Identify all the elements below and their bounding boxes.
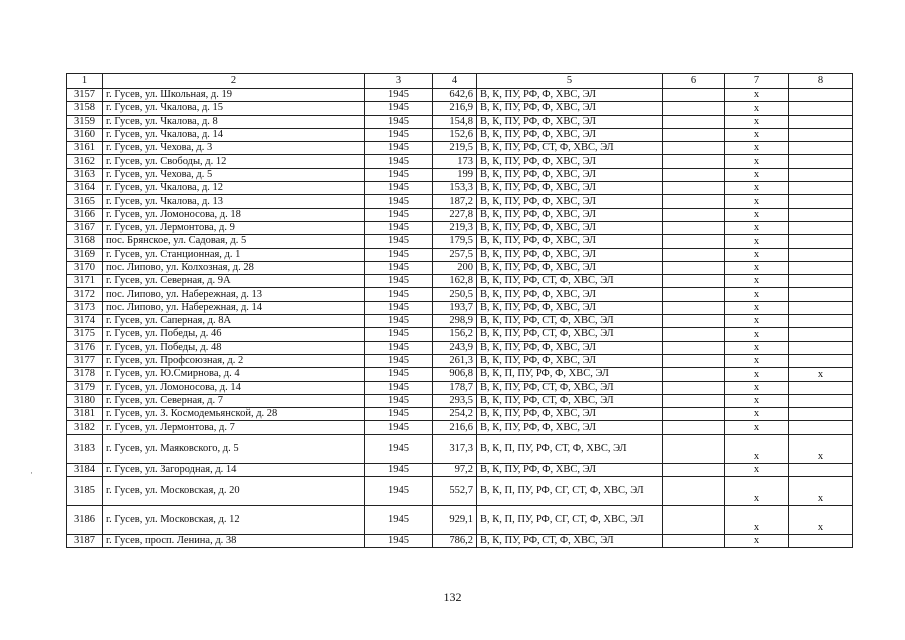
cell-col-6-mark bbox=[663, 477, 725, 506]
cell-row-number: 3182 bbox=[67, 421, 103, 434]
cell-col-7-mark: х bbox=[725, 248, 789, 261]
cell-address: г. Гусев, ул. Ломоносова, д. 14 bbox=[103, 381, 365, 394]
cell-col-7-mark: х bbox=[725, 408, 789, 421]
table-row bbox=[67, 463, 853, 476]
cell-col-8-mark: х bbox=[789, 506, 853, 535]
cell-works-list: В, К, ПУ, РФ, Ф, ХВС, ЭЛ bbox=[477, 341, 663, 354]
cell-col-7-mark: х bbox=[725, 102, 789, 115]
cell-address: г. Гусев, ул. Школьная, д. 19 bbox=[103, 89, 365, 102]
cell-address: г. Гусев, ул. Ломоносова, д. 18 bbox=[103, 208, 365, 221]
cell-col-6-mark bbox=[663, 89, 725, 102]
cell-address: г. Гусев, ул. Чехова, д. 5 bbox=[103, 168, 365, 181]
cell-row-number: 3164 bbox=[67, 182, 103, 195]
cell-area: 193,7 bbox=[433, 301, 477, 314]
cell-col-8-mark bbox=[789, 142, 853, 155]
table-row bbox=[67, 128, 853, 141]
cell-col-7-mark: х bbox=[725, 315, 789, 328]
cell-col-6-mark bbox=[663, 421, 725, 434]
cell-area: 254,2 bbox=[433, 408, 477, 421]
cell-col-6-mark bbox=[663, 182, 725, 195]
cell-col-7-mark: х bbox=[725, 288, 789, 301]
cell-works-list: В, К, ПУ, РФ, СТ, Ф, ХВС, ЭЛ bbox=[477, 381, 663, 394]
cell-row-number: 3180 bbox=[67, 394, 103, 407]
cell-area: 298,9 bbox=[433, 315, 477, 328]
cell-year: 1945 bbox=[365, 341, 433, 354]
cell-address: г. Гусев, ул. Маяковского, д. 5 bbox=[103, 434, 365, 463]
table-row bbox=[67, 221, 853, 234]
cell-area: 786,2 bbox=[433, 535, 477, 548]
cell-col-8-mark: х bbox=[789, 477, 853, 506]
cell-col-6-mark bbox=[663, 394, 725, 407]
cell-col-6-mark bbox=[663, 328, 725, 341]
table-row bbox=[67, 235, 853, 248]
cell-col-6-mark bbox=[663, 248, 725, 261]
cell-year: 1945 bbox=[365, 288, 433, 301]
cell-area: 219,3 bbox=[433, 221, 477, 234]
cell-address: г. Гусев, ул. Лермонтова, д. 7 bbox=[103, 421, 365, 434]
cell-col-7-mark: х bbox=[725, 128, 789, 141]
margin-mark: · bbox=[30, 468, 33, 478]
header-col-2: 2 bbox=[103, 74, 365, 89]
cell-col-6-mark bbox=[663, 408, 725, 421]
cell-row-number: 3175 bbox=[67, 328, 103, 341]
cell-col-8-mark bbox=[789, 408, 853, 421]
table-row bbox=[67, 248, 853, 261]
table-row bbox=[67, 506, 853, 535]
cell-col-8-mark bbox=[789, 182, 853, 195]
cell-works-list: В, К, ПУ, РФ, Ф, ХВС, ЭЛ bbox=[477, 182, 663, 195]
cell-col-6-mark bbox=[663, 341, 725, 354]
cell-col-7-mark: х bbox=[725, 354, 789, 367]
table-row bbox=[67, 275, 853, 288]
cell-address: г. Гусев, ул. Победы, д. 46 bbox=[103, 328, 365, 341]
cell-row-number: 3186 bbox=[67, 506, 103, 535]
cell-area: 293,5 bbox=[433, 394, 477, 407]
cell-row-number: 3165 bbox=[67, 195, 103, 208]
cell-col-7-mark: х bbox=[725, 463, 789, 476]
cell-col-6-mark bbox=[663, 102, 725, 115]
cell-col-6-mark bbox=[663, 506, 725, 535]
cell-area: 216,9 bbox=[433, 102, 477, 115]
cell-row-number: 3178 bbox=[67, 368, 103, 381]
cell-year: 1945 bbox=[365, 421, 433, 434]
cell-area: 243,9 bbox=[433, 341, 477, 354]
cell-address: г. Гусев, ул. Московская, д. 20 bbox=[103, 477, 365, 506]
cell-address: г. Гусев, ул. Ю.Смирнова, д. 4 bbox=[103, 368, 365, 381]
cell-col-8-mark bbox=[789, 208, 853, 221]
cell-col-8-mark bbox=[789, 89, 853, 102]
cell-col-7-mark: х bbox=[725, 89, 789, 102]
cell-works-list: В, К, ПУ, РФ, Ф, ХВС, ЭЛ bbox=[477, 102, 663, 115]
cell-year: 1945 bbox=[365, 89, 433, 102]
cell-address: пос. Брянское, ул. Садовая, д. 5 bbox=[103, 235, 365, 248]
cell-works-list: В, К, П, ПУ, РФ, СГ, СТ, Ф, ХВС, ЭЛ bbox=[477, 506, 663, 535]
cell-col-8-mark bbox=[789, 328, 853, 341]
cell-col-7-mark: х bbox=[725, 394, 789, 407]
cell-works-list: В, К, ПУ, РФ, Ф, ХВС, ЭЛ bbox=[477, 248, 663, 261]
cell-col-7-mark: х bbox=[725, 434, 789, 463]
cell-address: г. Гусев, ул. Станционная, д. 1 bbox=[103, 248, 365, 261]
table-row bbox=[67, 261, 853, 274]
cell-col-8-mark bbox=[789, 115, 853, 128]
cell-works-list: В, К, ПУ, РФ, Ф, ХВС, ЭЛ bbox=[477, 408, 663, 421]
cell-col-6-mark bbox=[663, 208, 725, 221]
cell-year: 1945 bbox=[365, 275, 433, 288]
cell-col-6-mark bbox=[663, 301, 725, 314]
table-row bbox=[67, 477, 853, 506]
table-row bbox=[67, 182, 853, 195]
cell-col-8-mark bbox=[789, 168, 853, 181]
cell-col-8-mark bbox=[789, 463, 853, 476]
cell-col-6-mark bbox=[663, 235, 725, 248]
cell-works-list: В, К, ПУ, РФ, Ф, ХВС, ЭЛ bbox=[477, 261, 663, 274]
cell-address: г. Гусев, ул. Чкалова, д. 8 bbox=[103, 115, 365, 128]
table-row bbox=[67, 89, 853, 102]
cell-works-list: В, К, ПУ, РФ, СТ, Ф, ХВС, ЭЛ bbox=[477, 394, 663, 407]
cell-year: 1945 bbox=[365, 354, 433, 367]
table-row bbox=[67, 208, 853, 221]
cell-address: г. Гусев, ул. Чехова, д. 3 bbox=[103, 142, 365, 155]
cell-row-number: 3159 bbox=[67, 115, 103, 128]
cell-works-list: В, К, ПУ, РФ, Ф, ХВС, ЭЛ bbox=[477, 128, 663, 141]
cell-works-list: В, К, ПУ, РФ, Ф, ХВС, ЭЛ bbox=[477, 89, 663, 102]
cell-col-8-mark bbox=[789, 421, 853, 434]
cell-col-6-mark bbox=[663, 368, 725, 381]
cell-address: г. Гусев, ул. Чкалова, д. 14 bbox=[103, 128, 365, 141]
table-row bbox=[67, 328, 853, 341]
header-col-7: 7 bbox=[725, 74, 789, 89]
cell-col-6-mark bbox=[663, 221, 725, 234]
cell-works-list: В, К, ПУ, РФ, Ф, ХВС, ЭЛ bbox=[477, 421, 663, 434]
cell-address: г. Гусев, ул. Свободы, д. 12 bbox=[103, 155, 365, 168]
cell-area: 156,2 bbox=[433, 328, 477, 341]
cell-row-number: 3170 bbox=[67, 261, 103, 274]
table-row bbox=[67, 434, 853, 463]
header-col-6: 6 bbox=[663, 74, 725, 89]
cell-area: 179,5 bbox=[433, 235, 477, 248]
cell-year: 1945 bbox=[365, 221, 433, 234]
cell-col-7-mark: х bbox=[725, 275, 789, 288]
table-row bbox=[67, 381, 853, 394]
cell-works-list: В, К, ПУ, РФ, Ф, ХВС, ЭЛ bbox=[477, 235, 663, 248]
cell-row-number: 3157 bbox=[67, 89, 103, 102]
cell-row-number: 3169 bbox=[67, 248, 103, 261]
header-col-1: 1 bbox=[67, 74, 103, 89]
housing-register-table bbox=[66, 73, 853, 548]
cell-row-number: 3163 bbox=[67, 168, 103, 181]
cell-row-number: 3179 bbox=[67, 381, 103, 394]
cell-area: 173 bbox=[433, 155, 477, 168]
cell-col-7-mark: х bbox=[725, 182, 789, 195]
cell-col-7-mark: х bbox=[725, 301, 789, 314]
cell-col-6-mark bbox=[663, 168, 725, 181]
header-col-8: 8 bbox=[789, 74, 853, 89]
cell-area: 250,5 bbox=[433, 288, 477, 301]
cell-works-list: В, К, ПУ, РФ, Ф, ХВС, ЭЛ bbox=[477, 301, 663, 314]
cell-year: 1945 bbox=[365, 195, 433, 208]
cell-area: 317,3 bbox=[433, 434, 477, 463]
cell-col-6-mark bbox=[663, 195, 725, 208]
table-row bbox=[67, 288, 853, 301]
table-row bbox=[67, 408, 853, 421]
cell-col-7-mark: х bbox=[725, 221, 789, 234]
table-row bbox=[67, 535, 853, 548]
table-row bbox=[67, 421, 853, 434]
cell-address: г. Гусев, ул. Лермонтова, д. 9 bbox=[103, 221, 365, 234]
cell-col-6-mark bbox=[663, 463, 725, 476]
cell-col-8-mark bbox=[789, 288, 853, 301]
cell-address: пос. Липово, ул. Колхозная, д. 28 bbox=[103, 261, 365, 274]
cell-address: г. Гусев, ул. З. Космодемьянской, д. 28 bbox=[103, 408, 365, 421]
cell-col-7-mark: х bbox=[725, 168, 789, 181]
cell-col-8-mark bbox=[789, 275, 853, 288]
cell-works-list: В, К, ПУ, РФ, СТ, Ф, ХВС, ЭЛ bbox=[477, 275, 663, 288]
cell-col-8-mark bbox=[789, 155, 853, 168]
cell-col-8-mark bbox=[789, 341, 853, 354]
cell-address: г. Гусев, ул. Московская, д. 12 bbox=[103, 506, 365, 535]
cell-area: 152,6 bbox=[433, 128, 477, 141]
cell-area: 906,8 bbox=[433, 368, 477, 381]
cell-col-6-mark bbox=[663, 315, 725, 328]
cell-col-8-mark: х bbox=[789, 434, 853, 463]
cell-works-list: В, К, П, ПУ, РФ, СТ, Ф, ХВС, ЭЛ bbox=[477, 434, 663, 463]
cell-col-8-mark bbox=[789, 221, 853, 234]
cell-works-list: В, К, ПУ, РФ, Ф, ХВС, ЭЛ bbox=[477, 354, 663, 367]
cell-address: г. Гусев, ул. Чкалова, д. 13 bbox=[103, 195, 365, 208]
cell-row-number: 3187 bbox=[67, 535, 103, 548]
cell-col-6-mark bbox=[663, 354, 725, 367]
cell-row-number: 3162 bbox=[67, 155, 103, 168]
cell-col-6-mark bbox=[663, 261, 725, 274]
cell-row-number: 3172 bbox=[67, 288, 103, 301]
cell-col-6-mark bbox=[663, 535, 725, 548]
cell-year: 1945 bbox=[365, 208, 433, 221]
cell-address: пос. Липово, ул. Набережная, д. 14 bbox=[103, 301, 365, 314]
cell-row-number: 3168 bbox=[67, 235, 103, 248]
table-row bbox=[67, 102, 853, 115]
cell-works-list: В, К, П, ПУ, РФ, СГ, СТ, Ф, ХВС, ЭЛ bbox=[477, 477, 663, 506]
cell-works-list: В, К, ПУ, РФ, Ф, ХВС, ЭЛ bbox=[477, 208, 663, 221]
cell-area: 216,6 bbox=[433, 421, 477, 434]
cell-area: 929,1 bbox=[433, 506, 477, 535]
cell-col-7-mark: х bbox=[725, 195, 789, 208]
cell-area: 227,8 bbox=[433, 208, 477, 221]
cell-address: г. Гусев, ул. Саперная, д. 8А bbox=[103, 315, 365, 328]
page-number: 132 bbox=[443, 590, 462, 604]
cell-area: 199 bbox=[433, 168, 477, 181]
cell-year: 1945 bbox=[365, 235, 433, 248]
cell-col-8-mark bbox=[789, 535, 853, 548]
cell-col-6-mark bbox=[663, 142, 725, 155]
cell-area: 97,2 bbox=[433, 463, 477, 476]
cell-col-8-mark bbox=[789, 381, 853, 394]
table-row bbox=[67, 142, 853, 155]
cell-col-7-mark: х bbox=[725, 115, 789, 128]
cell-col-7-mark: х bbox=[725, 142, 789, 155]
cell-works-list: В, К, ПУ, РФ, СТ, Ф, ХВС, ЭЛ bbox=[477, 328, 663, 341]
cell-works-list: В, К, ПУ, РФ, Ф, ХВС, ЭЛ bbox=[477, 115, 663, 128]
cell-col-8-mark bbox=[789, 235, 853, 248]
table-row bbox=[67, 301, 853, 314]
table-row bbox=[67, 368, 853, 381]
cell-address: г. Гусев, ул. Загородная, д. 14 bbox=[103, 463, 365, 476]
cell-row-number: 3184 bbox=[67, 463, 103, 476]
cell-area: 261,3 bbox=[433, 354, 477, 367]
cell-year: 1945 bbox=[365, 182, 433, 195]
cell-works-list: В, К, ПУ, РФ, Ф, ХВС, ЭЛ bbox=[477, 195, 663, 208]
cell-row-number: 3185 bbox=[67, 477, 103, 506]
cell-col-8-mark bbox=[789, 315, 853, 328]
cell-row-number: 3176 bbox=[67, 341, 103, 354]
cell-year: 1945 bbox=[365, 535, 433, 548]
cell-col-8-mark bbox=[789, 128, 853, 141]
cell-col-7-mark: х bbox=[725, 261, 789, 274]
table-row bbox=[67, 394, 853, 407]
cell-col-8-mark bbox=[789, 301, 853, 314]
cell-col-6-mark bbox=[663, 288, 725, 301]
cell-year: 1945 bbox=[365, 248, 433, 261]
cell-address: пос. Липово, ул. Набережная, д. 13 bbox=[103, 288, 365, 301]
cell-col-8-mark bbox=[789, 261, 853, 274]
table-row bbox=[67, 315, 853, 328]
cell-year: 1945 bbox=[365, 128, 433, 141]
cell-works-list: В, К, ПУ, РФ, СТ, Ф, ХВС, ЭЛ bbox=[477, 142, 663, 155]
cell-works-list: В, К, ПУ, РФ, Ф, ХВС, ЭЛ bbox=[477, 463, 663, 476]
cell-col-7-mark: х bbox=[725, 368, 789, 381]
cell-row-number: 3158 bbox=[67, 102, 103, 115]
cell-col-7-mark: х bbox=[725, 341, 789, 354]
cell-year: 1945 bbox=[365, 434, 433, 463]
header-col-4: 4 bbox=[433, 74, 477, 89]
cell-row-number: 3161 bbox=[67, 142, 103, 155]
cell-col-6-mark bbox=[663, 128, 725, 141]
cell-address: г. Гусев, просп. Ленина, д. 38 bbox=[103, 535, 365, 548]
cell-col-7-mark: х bbox=[725, 235, 789, 248]
cell-col-7-mark: х bbox=[725, 208, 789, 221]
cell-year: 1945 bbox=[365, 394, 433, 407]
cell-works-list: В, К, ПУ, РФ, Ф, ХВС, ЭЛ bbox=[477, 155, 663, 168]
table-row bbox=[67, 168, 853, 181]
cell-area: 154,8 bbox=[433, 115, 477, 128]
cell-col-7-mark: х bbox=[725, 155, 789, 168]
cell-area: 642,6 bbox=[433, 89, 477, 102]
cell-works-list: В, К, П, ПУ, РФ, Ф, ХВС, ЭЛ bbox=[477, 368, 663, 381]
cell-year: 1945 bbox=[365, 368, 433, 381]
cell-year: 1945 bbox=[365, 408, 433, 421]
header-col-3: 3 bbox=[365, 74, 433, 89]
cell-col-7-mark: х bbox=[725, 506, 789, 535]
header-row bbox=[67, 74, 853, 89]
cell-year: 1945 bbox=[365, 477, 433, 506]
cell-address: г. Гусев, ул. Северная, д. 7 bbox=[103, 394, 365, 407]
cell-row-number: 3160 bbox=[67, 128, 103, 141]
cell-col-6-mark bbox=[663, 275, 725, 288]
header-col-5: 5 bbox=[477, 74, 663, 89]
cell-col-6-mark bbox=[663, 115, 725, 128]
cell-year: 1945 bbox=[365, 381, 433, 394]
table-row bbox=[67, 341, 853, 354]
cell-row-number: 3167 bbox=[67, 221, 103, 234]
cell-row-number: 3183 bbox=[67, 434, 103, 463]
cell-area: 153,3 bbox=[433, 182, 477, 195]
cell-col-7-mark: х bbox=[725, 381, 789, 394]
cell-col-8-mark: х bbox=[789, 368, 853, 381]
table-body bbox=[67, 89, 853, 548]
cell-address: г. Гусев, ул. Чкалова, д. 15 bbox=[103, 102, 365, 115]
cell-works-list: В, К, ПУ, РФ, Ф, ХВС, ЭЛ bbox=[477, 288, 663, 301]
cell-year: 1945 bbox=[365, 328, 433, 341]
cell-address: г. Гусев, ул. Чкалова, д. 12 bbox=[103, 182, 365, 195]
cell-works-list: В, К, ПУ, РФ, СТ, Ф, ХВС, ЭЛ bbox=[477, 535, 663, 548]
cell-col-6-mark bbox=[663, 155, 725, 168]
cell-col-8-mark bbox=[789, 394, 853, 407]
cell-col-7-mark: х bbox=[725, 535, 789, 548]
cell-year: 1945 bbox=[365, 102, 433, 115]
table-row bbox=[67, 115, 853, 128]
cell-row-number: 3177 bbox=[67, 354, 103, 367]
cell-year: 1945 bbox=[365, 142, 433, 155]
cell-area: 187,2 bbox=[433, 195, 477, 208]
cell-col-6-mark bbox=[663, 381, 725, 394]
cell-area: 219,5 bbox=[433, 142, 477, 155]
cell-address: г. Гусев, ул. Северная, д. 9А bbox=[103, 275, 365, 288]
cell-area: 257,5 bbox=[433, 248, 477, 261]
cell-works-list: В, К, ПУ, РФ, Ф, ХВС, ЭЛ bbox=[477, 221, 663, 234]
cell-col-6-mark bbox=[663, 434, 725, 463]
table-row bbox=[67, 354, 853, 367]
cell-works-list: В, К, ПУ, РФ, СТ, Ф, ХВС, ЭЛ bbox=[477, 315, 663, 328]
cell-year: 1945 bbox=[365, 168, 433, 181]
cell-col-7-mark: х bbox=[725, 477, 789, 506]
cell-col-8-mark bbox=[789, 195, 853, 208]
cell-year: 1945 bbox=[365, 261, 433, 274]
cell-year: 1945 bbox=[365, 115, 433, 128]
cell-row-number: 3173 bbox=[67, 301, 103, 314]
cell-year: 1945 bbox=[365, 155, 433, 168]
table-row bbox=[67, 155, 853, 168]
cell-row-number: 3166 bbox=[67, 208, 103, 221]
cell-year: 1945 bbox=[365, 315, 433, 328]
cell-area: 200 bbox=[433, 261, 477, 274]
cell-year: 1945 bbox=[365, 301, 433, 314]
cell-area: 178,7 bbox=[433, 381, 477, 394]
cell-col-7-mark: х bbox=[725, 421, 789, 434]
cell-col-8-mark bbox=[789, 248, 853, 261]
table-row bbox=[67, 195, 853, 208]
cell-area: 552,7 bbox=[433, 477, 477, 506]
cell-address: г. Гусев, ул. Победы, д. 48 bbox=[103, 341, 365, 354]
cell-works-list: В, К, ПУ, РФ, Ф, ХВС, ЭЛ bbox=[477, 168, 663, 181]
cell-col-7-mark: х bbox=[725, 328, 789, 341]
cell-col-8-mark bbox=[789, 354, 853, 367]
cell-row-number: 3174 bbox=[67, 315, 103, 328]
cell-row-number: 3181 bbox=[67, 408, 103, 421]
cell-address: г. Гусев, ул. Профсоюзная, д. 2 bbox=[103, 354, 365, 367]
cell-year: 1945 bbox=[365, 506, 433, 535]
cell-area: 162,8 bbox=[433, 275, 477, 288]
cell-row-number: 3171 bbox=[67, 275, 103, 288]
cell-col-8-mark bbox=[789, 102, 853, 115]
cell-year: 1945 bbox=[365, 463, 433, 476]
